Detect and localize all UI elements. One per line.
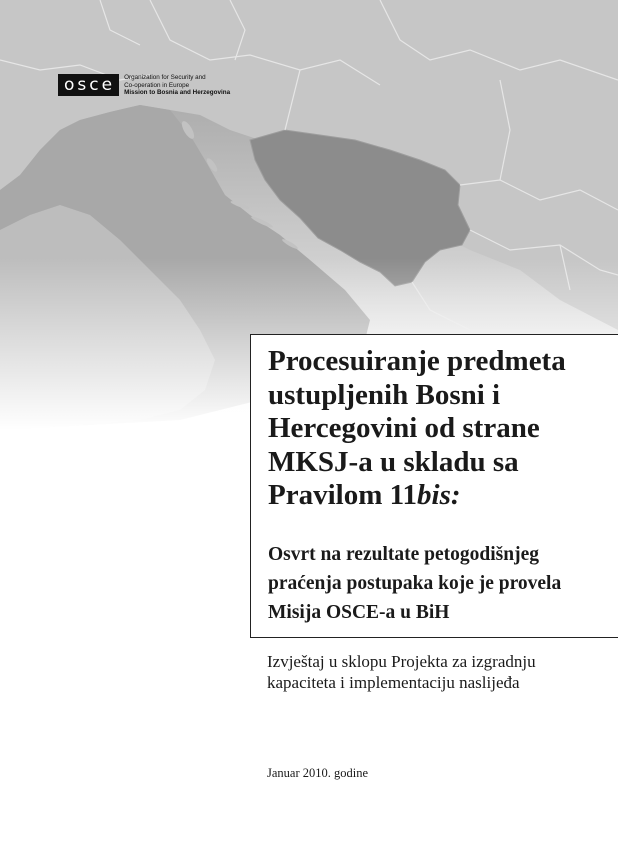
- report-description: Izvještaj u sklopu Projekta za izgradnju kapaciteta i implementaciju naslijeđa: [267, 652, 536, 692]
- report-title: [268, 345, 608, 513]
- osce-org-line-1: Organization for Security and: [124, 74, 206, 81]
- osce-org-line-2: Co-operation in Europe: [124, 81, 190, 89]
- osce-logo: [58, 74, 230, 97]
- report-subtitle: Osvrt na rezultate petogodišnjeg praćenja postupaka koje je provela Misija OSCE-a u BiH: [268, 544, 562, 623]
- osce-wordmark: osce: [58, 74, 119, 96]
- report-title-italic: bis:: [417, 479, 461, 511]
- publication-date: Januar 2010. godine: [267, 766, 369, 780]
- osce-mission-name: Mission to Bosnia and Herzegovina: [124, 89, 231, 96]
- report-title-main: Procesuiranje predmeta ustupljenih Bosni i Hercegovini od strane MKSJ-a u skladu sa Pravilom 11: [268, 345, 566, 511]
- title-box: [250, 334, 618, 638]
- osce-org-name: [124, 74, 230, 97]
